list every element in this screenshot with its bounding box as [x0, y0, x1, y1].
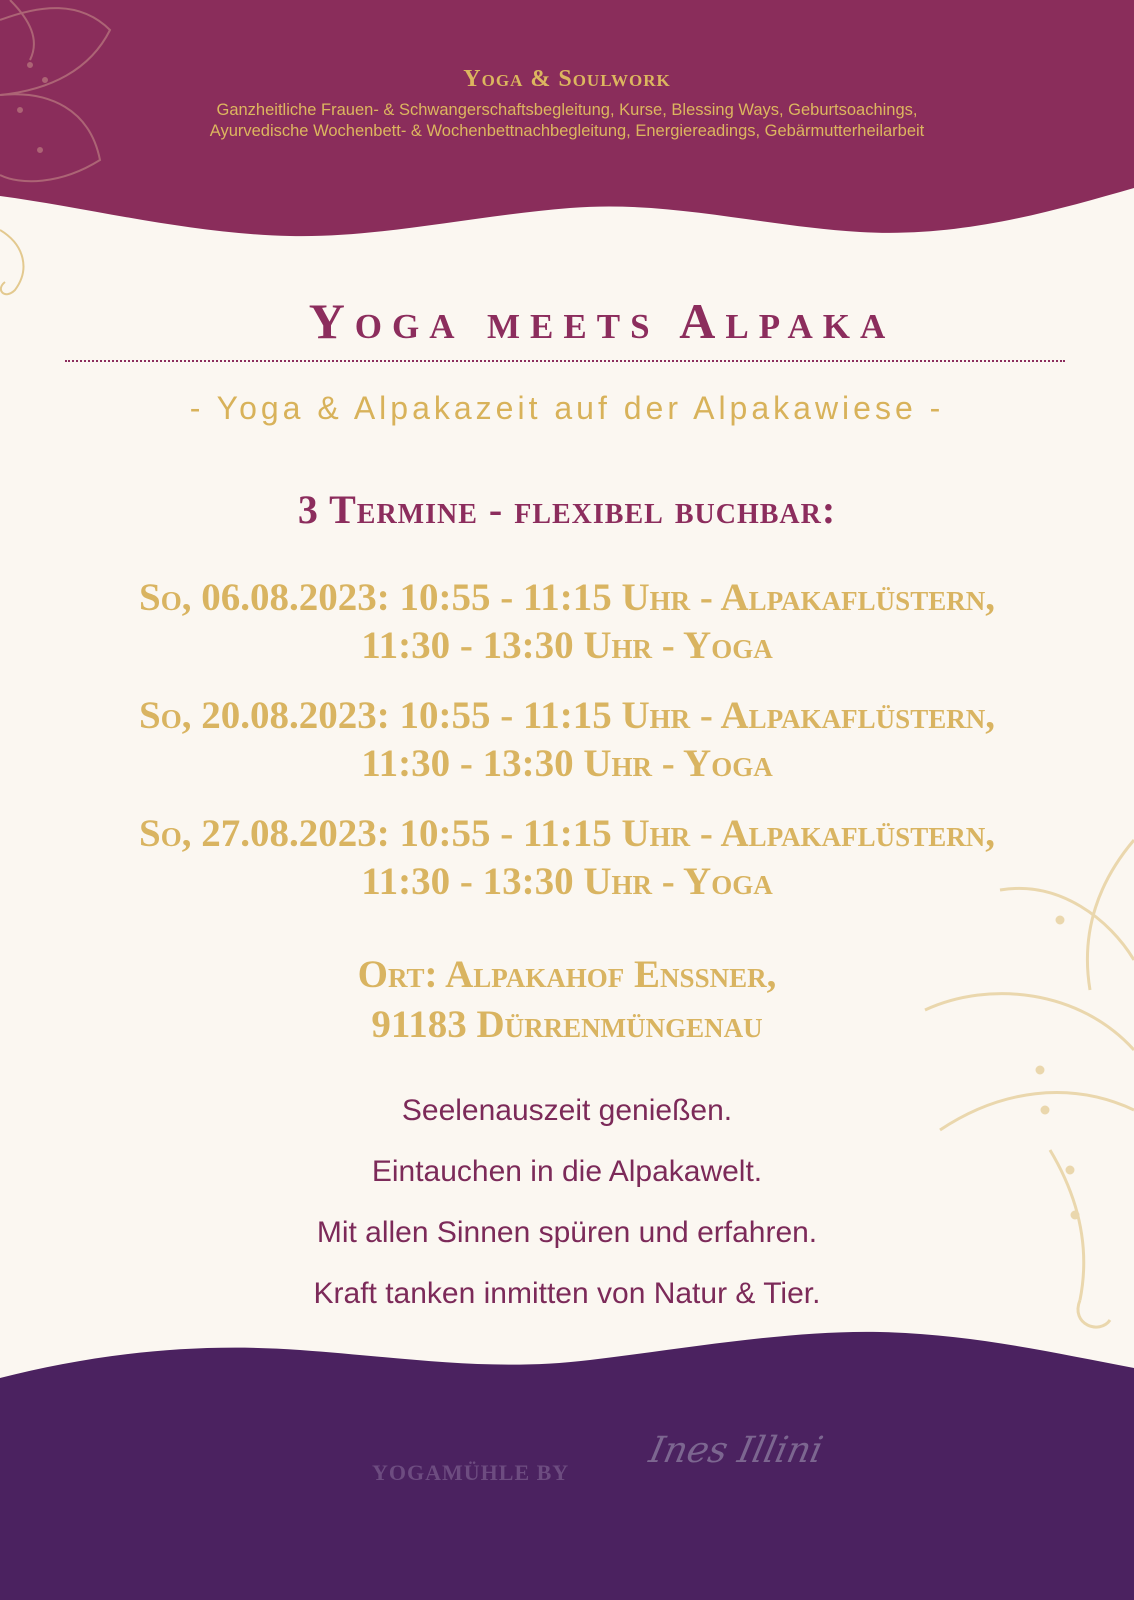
- date-line-primary: So, 20.08.2023: 10:55 - 11:15 Uhr - Alpakaflüstern,: [139, 694, 995, 737]
- motto-line: Seelenauszeit genießen.: [401, 1094, 733, 1127]
- motto-line: Kraft tanken inmitten von Natur & Tier.: [313, 1277, 821, 1310]
- motto-line: Mit allen Sinnen spüren und erfahren.: [316, 1216, 818, 1249]
- signature-text: Ines Illini: [645, 1430, 827, 1471]
- brand-services: [0, 100, 1134, 142]
- title-divider: [65, 360, 1065, 362]
- date-line-secondary: 11:30 - 13:30 Uhr - Yoga: [361, 742, 773, 785]
- date-line-primary: So, 06.08.2023: 10:55 - 11:15 Uhr - Alpakaflüstern,: [139, 576, 995, 619]
- brand-services-line: Ganzheitliche Frauen- & Schwangerschaftsbegleitung, Kurse, Blessing Ways, Geburtsoachings,: [216, 101, 918, 119]
- date-entry: [0, 574, 1134, 670]
- footer-brand-label: YOGAMÜHLE BY: [372, 1460, 570, 1485]
- swirl-ornament-left: [0, 230, 23, 294]
- date-line-secondary: 11:30 - 13:30 Uhr - Yoga: [361, 624, 773, 667]
- date-line-primary: So, 27.08.2023: 10:55 - 11:15 Uhr - Alpakaflüstern,: [139, 812, 995, 855]
- motto-list: [0, 1080, 1134, 1324]
- date-entry: [0, 810, 1134, 906]
- page-subtitle: - Yoga & Alpakazeit auf der Alpakawiese -: [189, 390, 945, 426]
- motto-line: Eintauchen in die Alpakawelt.: [371, 1155, 763, 1188]
- date-line-secondary: 11:30 - 13:30 Uhr - Yoga: [361, 860, 773, 903]
- date-entry: [0, 692, 1134, 788]
- page-title: Yoga meets Alpaka: [308, 293, 896, 349]
- dates-heading: 3 Termine - flexibel buchbar:: [297, 487, 837, 532]
- venue-line: Ort: Alpakahof Enssner,: [357, 953, 777, 996]
- venue-line: 91183 Dürrenmüngenau: [371, 1003, 763, 1046]
- venue: [0, 950, 1134, 1050]
- signature: [645, 1430, 827, 1471]
- brand-services-line: Ayurvedische Wochenbett- & Wochenbettnachbegleitung, Energiereadings, Gebärmutterheilarbeit: [209, 122, 925, 140]
- brand-title: Yoga & Soulwork: [463, 66, 671, 92]
